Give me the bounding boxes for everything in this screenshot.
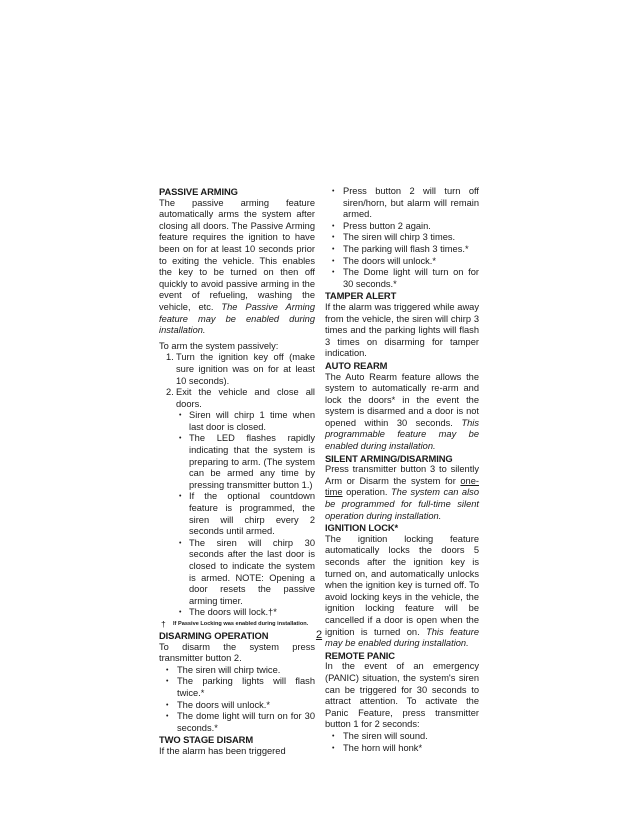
silent-arming-text-after: operation. [346,487,388,498]
list-item: • Press button 2 again. [325,221,479,233]
remote-panic-bullet-list [325,731,479,754]
two-stage-bullet-list [325,186,479,290]
disarming-operation-heading: DISARMING OPERATION [159,629,269,641]
list-item: • The doors will unlock.* [325,256,479,268]
auto-rearm-note: This programmable feature may be enabled during installation. [325,417,480,452]
disarming-text: To disarm the system press transmitter button 2. [159,641,315,664]
arming-steps [159,352,315,619]
arming-step [159,387,315,619]
list-item: • The Dome light will turn on for 30 seconds.* [325,267,479,290]
right-column [325,186,479,754]
disarming-bullet-list [159,665,315,735]
list-item: • The parking lights will flash twice.* [159,676,315,699]
silent-arming-note: The system can also be programmed for full-time silent operation during installation. [325,487,479,521]
remote-panic-text: In the event of an emergency (PANIC) situation, the system's siren can be triggered for 30 seconds to attract attention. To activate the Panic Feature, press transmitter button 1 for 2 seconds: [325,661,479,730]
two-stage-text: If the alarm has been triggered [159,745,286,756]
ignition-lock-note: This feature may be enabled during installation. [325,626,479,649]
one-time-underlined: one-time [325,475,479,498]
step-bullet: • Siren will chirp 1 time when last door is closed. [176,410,315,433]
tamper-alert-heading: TAMPER ALERT [325,290,397,302]
left-column [159,186,315,758]
footnote-text: If Passive Locking was enabled during installation. [173,620,309,627]
step-text: Exit the vehicle and close all doors. [176,387,315,409]
step-bullet: • The siren will chirp 30 seconds after the last door is closed to indicate the system is armed. NOTE: Opening a door resets the passive arming timer. [176,538,315,608]
silent-arming-heading: SILENT ARMING/DISARMING [325,452,453,464]
list-item: • The parking will flash 3 times.* [325,244,479,256]
list-item: • The dome light will turn on for 30 seconds.* [159,711,315,734]
passive-arming-intro-text: The passive arming feature automatically arms the system after closing all doors. The Passive Arming feature requires the ignition to have been on for at least 10 seconds prior to exiting the vehicle. This enables the key to be turned on then off quickly to avoid passive arming in the event of refueling, washing the vehicle, etc. [159,197,315,312]
ignition-lock-heading: IGNITION LOCK* [325,522,399,534]
passive-arming-intro [159,198,315,337]
step-text: Turn the ignition key off (make sure ignition was on for at least 10 seconds). [176,352,315,386]
remote-panic-heading: REMOTE PANIC [325,649,395,661]
ignition-lock-paragraph [325,534,479,650]
auto-rearm-text: The Auto Rearm feature allows the system to automatically re-arm and lock the doors* in the event the system is disarmed and a door is not opened within 30 seconds. [325,371,479,428]
page-number: 2 [315,629,323,641]
passive-arming-note: The Passive Arming feature may be enabled during installation. [159,301,315,336]
two-stage-disarm-heading: TWO STAGE DISARM [159,734,254,746]
silent-arming-text: Press transmitter button 3 to silently Arm or Disarm the system for [325,464,479,486]
list-item: • The siren will chirp twice. [159,665,315,677]
step-number: 1. [166,352,174,363]
dagger-mark: † [161,618,166,629]
step-bullet: • If the optional countdown feature is programmed, the siren will chirp every 2 seconds until armed. [176,491,315,537]
ignition-lock-text: The ignition locking feature automatically locks the doors 5 seconds after the ignition key is turned on, and automatically unlocks when the ignition key is turned off. To avoid locking keys in the vehicle, the ignition locking feature will be cancelled if a door is open when the ignition is turned on. [325,533,479,637]
auto-rearm-heading: AUTO REARM [325,359,388,371]
step-bullet-list [176,410,315,619]
list-item: • The doors will unlock.* [159,700,315,712]
step-bullet: • The doors will lock.†* [176,607,315,619]
step-bullet: • The LED flashes rapidly indicating that the system is preparing to arm. (The system can be armed any time by pressing transmitter button 1.) [176,433,315,491]
silent-arming-paragraph [325,464,479,522]
tamper-alert-text: If the alarm was triggered while away from the vehicle, the siren will chirp 3 times and the parking lights will flash 3 times on disarming for tamper indication. [325,301,479,359]
passive-locking-footnote [159,619,315,630]
list-item: • The horn will honk* [325,743,479,755]
to-arm-text: To arm the system passively: [159,340,279,351]
auto-rearm-paragraph [325,372,479,453]
list-item: • Press button 2 will turn off siren/horn, but alarm will remain armed. [325,186,479,221]
passive-arming-heading: PASSIVE ARMING [159,186,238,197]
list-item: • The siren will sound. [325,731,479,743]
arming-step [159,352,315,387]
step-number: 2. [166,387,174,398]
list-item: • The siren will chirp 3 times. [325,232,479,244]
